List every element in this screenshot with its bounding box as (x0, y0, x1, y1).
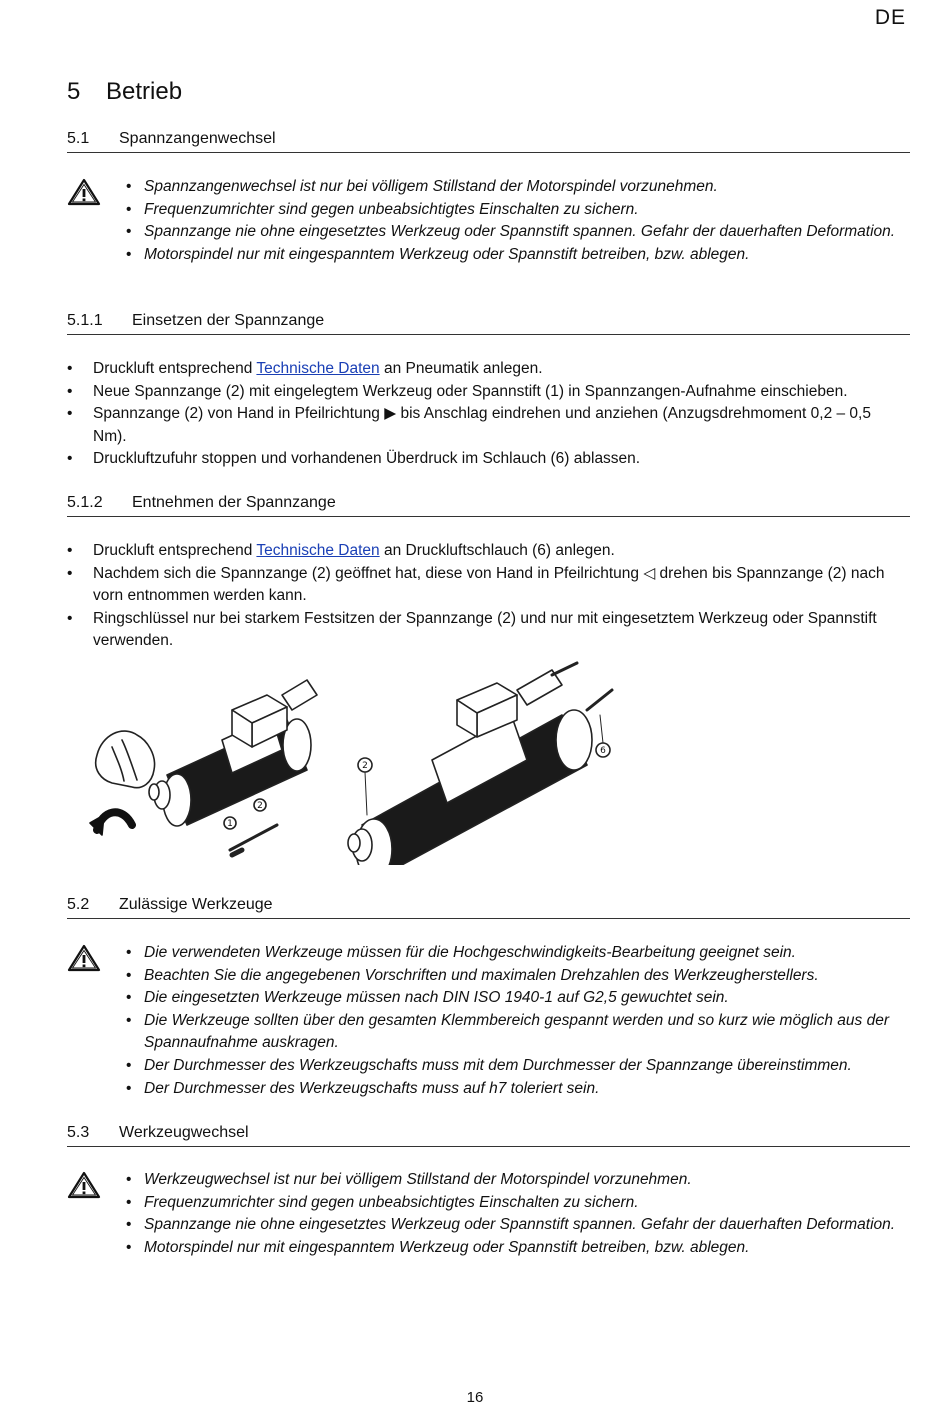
step-text: Spannzange (2) von Hand in Pfeilrichtung (93, 405, 385, 423)
callout-label-2-right: 2 (362, 761, 368, 771)
warning-item: • Spannzangenwechsel ist nur bei völligem Stillstand der Motorspindel vorzunehmen. (124, 176, 904, 199)
warning-triangle-icon (67, 944, 101, 972)
callout-label-2: 2 (257, 801, 263, 811)
step-item: • Druckluftzufuhr stoppen und vorhandenen Überdruck im Schlauch (6) ablassen. (67, 448, 902, 471)
step-item (67, 563, 902, 608)
steps-list-5-1-1 (67, 358, 902, 471)
warning-item: • Der Durchmesser des Werkzeugschafts muss mit dem Durchmesser der Spannzange übereinstimmen. (124, 1055, 904, 1078)
left-spindle-icon (149, 680, 317, 826)
warning-list-5-1 (124, 176, 904, 266)
warning-item: • Der Durchmesser des Werkzeugschafts muss auf h7 toleriert sein. (124, 1078, 904, 1101)
warning-item: • Die eingesetzten Werkzeuge müssen nach DIN ISO 1940-1 auf G2,5 gewuchtet sein. (124, 987, 904, 1010)
chapter-heading (67, 78, 182, 106)
hand-icon (96, 731, 155, 788)
page-number: 16 (466, 1389, 484, 1406)
section-title: Entnehmen der Spannzange (132, 494, 336, 511)
warning-item: • Spannzange nie ohne eingesetztes Werkzeug oder Spannstift spannen. Gefahr der dauerhaften Deformation. (124, 1214, 904, 1237)
steps-list-5-1-2 (67, 540, 902, 653)
section-heading-5-1-2 (67, 494, 910, 517)
warning-item: • Beachten Sie die angegebenen Vorschriften und maximalen Drehzahlen des Werkzeugherstellers. (124, 965, 904, 988)
section-title: Spannzangenwechsel (119, 130, 276, 147)
warning-triangle-icon (67, 178, 101, 206)
step-item (67, 540, 902, 563)
section-title: Werkzeugwechsel (119, 1124, 249, 1141)
warning-list-5-3 (124, 1169, 904, 1259)
section-number: 5.3 (67, 1124, 90, 1141)
section-number: 5.1.1 (67, 312, 103, 329)
warning-item: • Die verwendeten Werkzeuge müssen für die Hochgeschwindigkeits-Bearbeitung geeignet sein. (124, 942, 904, 965)
step-item: • Ringschlüssel nur bei starkem Festsitzen der Spannzange (2) und nur mit eingesetztem Werkzeug oder Spannstift verwenden. (67, 608, 902, 653)
callout-label-6: 6 (600, 746, 606, 756)
section-number: 5.1 (67, 130, 90, 147)
arrow-left-outline-icon: ◁ (643, 564, 656, 582)
section-number: 5.1.2 (67, 494, 103, 511)
step-text: Druckluft entsprechend (93, 360, 257, 377)
step-text: an Druckluftschlauch (6) anlegen. (379, 542, 615, 559)
warning-item: • Motorspindel nur mit eingespanntem Werkzeug oder Spannstift betreiben, bzw. ablegen. (124, 1237, 904, 1260)
warning-item: • Spannzange nie ohne eingesetztes Werkzeug oder Spannstift spannen. Gefahr der dauerhaften Deformation. (124, 221, 904, 244)
warning-triangle-icon (67, 1171, 101, 1199)
callout-label-1: 1 (227, 819, 233, 829)
step-item (67, 358, 902, 381)
warning-list-5-2 (124, 942, 904, 1100)
spindle-collet-illustration (82, 655, 642, 870)
technische-daten-link[interactable]: Technische Daten (256, 360, 380, 377)
section-heading-5-1 (67, 130, 910, 153)
chapter-title: Betrieb (106, 78, 183, 105)
arrow-right-icon: ▶ (384, 405, 397, 423)
step-text: Druckluft entsprechend (93, 542, 257, 559)
warning-item: • Motorspindel nur mit eingespanntem Werkzeug oder Spannstift betreiben, bzw. ablegen. (124, 244, 904, 267)
step-item: • Neue Spannzange (2) mit eingelegtem Werkzeug oder Spannstift (1) in Spannzangen-Aufnahme einschieben. (67, 381, 902, 404)
warning-item: • Werkzeugwechsel ist nur bei völligem Stillstand der Motorspindel vorzunehmen. (124, 1169, 904, 1192)
technische-daten-link[interactable]: Technische Daten (256, 542, 380, 559)
step-text: an Pneumatik anlegen. (379, 360, 543, 377)
spindle-drawing (82, 655, 642, 865)
language-code: DE (874, 6, 906, 29)
chapter-number: 5 (67, 78, 81, 105)
right-spindle-icon (348, 663, 612, 865)
section-heading-5-1-1 (67, 312, 910, 335)
section-title: Zulässige Werkzeuge (119, 896, 273, 913)
section-heading-5-3 (67, 1124, 910, 1147)
step-text: bis Anschlag eindrehen und anziehen (Anzugsdrehmoment 0,2 – 0,5 Nm). (93, 405, 871, 445)
section-heading-5-2 (67, 896, 910, 919)
step-text: Nachdem sich die Spannzange (2) geöffnet hat, diese von Hand in Pfeilrichtung (93, 564, 644, 582)
step-item (67, 403, 902, 448)
step-text: drehen bis Spannzange (2) nach vorn entnommen werden kann. (93, 564, 885, 605)
section-title: Einsetzen der Spannzange (132, 312, 325, 329)
warning-item: • Frequenzumrichter sind gegen unbeabsichtigtes Einschalten zu sichern. (124, 1192, 904, 1215)
warning-item: • Die Werkzeuge sollten über den gesamten Klemmbereich gespannt werden und so kurz wie möglich aus der Spannaufnahme auskragen. (124, 1010, 904, 1055)
section-number: 5.2 (67, 896, 90, 913)
warning-item: • Frequenzumrichter sind gegen unbeabsichtigtes Einschalten zu sichern. (124, 199, 904, 222)
